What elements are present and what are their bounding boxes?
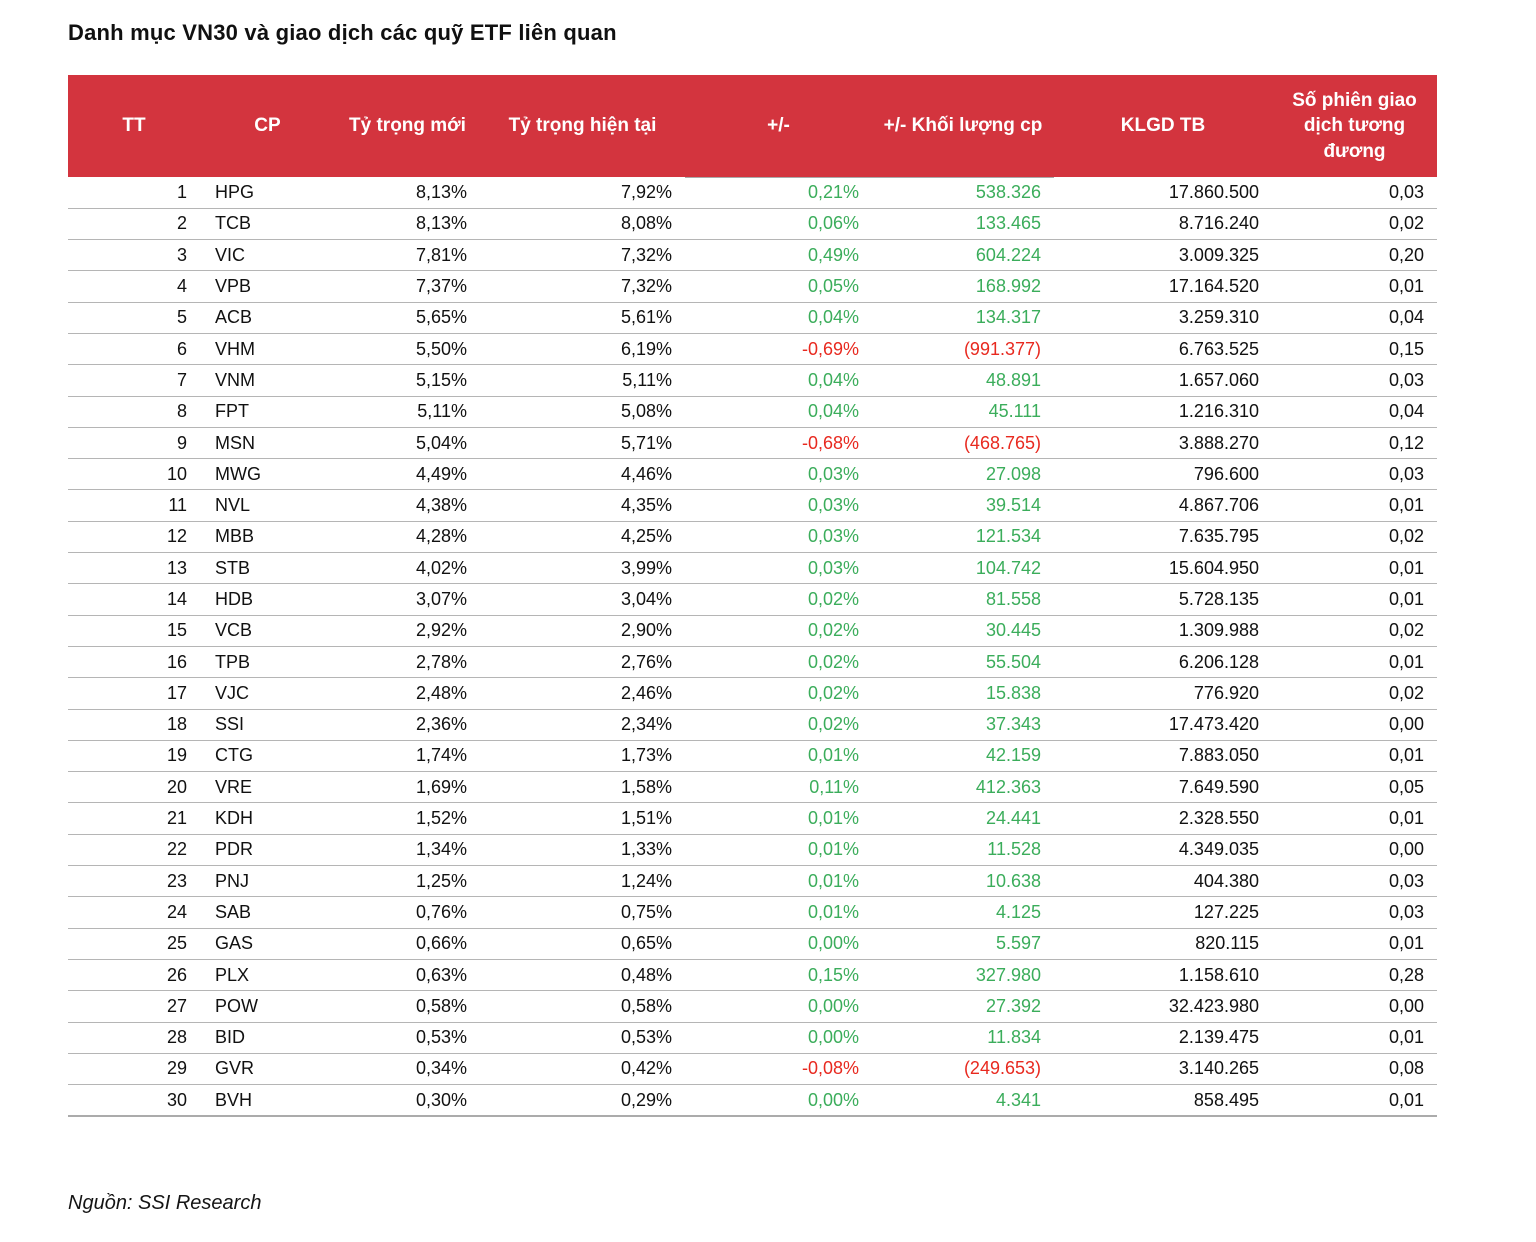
cell-current-weight: 5,71%: [480, 427, 685, 458]
table-row: [68, 803, 1437, 834]
cell-tt: 8: [68, 396, 200, 427]
cell-change: 0,01%: [685, 803, 872, 834]
cell-current-weight: 1,33%: [480, 834, 685, 865]
cell-new-weight: 4,49%: [335, 459, 480, 490]
cell-tt: 20: [68, 772, 200, 803]
cell-klgd-tb: 1.657.060: [1054, 365, 1272, 396]
cell-current-weight: 2,34%: [480, 709, 685, 740]
cell-tt: 30: [68, 1085, 200, 1116]
cell-cp: TCB: [200, 208, 335, 239]
cell-cp: MWG: [200, 459, 335, 490]
cell-new-weight: 4,02%: [335, 553, 480, 584]
table-row: [68, 772, 1437, 803]
cell-klgd-tb: 1.158.610: [1054, 959, 1272, 990]
cell-klgd-tb: 1.309.988: [1054, 615, 1272, 646]
cell-new-weight: 0,76%: [335, 897, 480, 928]
cell-volume-change: 55.504: [872, 646, 1054, 677]
cell-cp: CTG: [200, 740, 335, 771]
cell-volume-change: 37.343: [872, 709, 1054, 740]
table-row: [68, 615, 1437, 646]
cell-sessions: 0,01: [1272, 803, 1437, 834]
cell-cp: GVR: [200, 1053, 335, 1084]
cell-volume-change: (249.653): [872, 1053, 1054, 1084]
cell-tt: 17: [68, 678, 200, 709]
table-row: [68, 959, 1437, 990]
cell-cp: VCB: [200, 615, 335, 646]
cell-volume-change: 5.597: [872, 928, 1054, 959]
cell-cp: VJC: [200, 678, 335, 709]
col-header-change: +/-: [685, 75, 872, 177]
cell-tt: 27: [68, 991, 200, 1022]
cell-sessions: 0,02: [1272, 678, 1437, 709]
table-body: [68, 177, 1437, 1116]
table-row: [68, 584, 1437, 615]
cell-current-weight: 5,08%: [480, 396, 685, 427]
cell-klgd-tb: 2.328.550: [1054, 803, 1272, 834]
cell-volume-change: 133.465: [872, 208, 1054, 239]
cell-tt: 18: [68, 709, 200, 740]
cell-cp: SSI: [200, 709, 335, 740]
cell-cp: VRE: [200, 772, 335, 803]
cell-tt: 5: [68, 302, 200, 333]
cell-volume-change: 81.558: [872, 584, 1054, 615]
cell-new-weight: 5,65%: [335, 302, 480, 333]
cell-change: 0,04%: [685, 365, 872, 396]
cell-tt: 3: [68, 240, 200, 271]
cell-cp: VPB: [200, 271, 335, 302]
cell-current-weight: 1,58%: [480, 772, 685, 803]
table-row: [68, 271, 1437, 302]
cell-cp: POW: [200, 991, 335, 1022]
table-row: [68, 866, 1437, 897]
col-header-tt: TT: [68, 75, 200, 177]
cell-new-weight: 2,48%: [335, 678, 480, 709]
table-row: [68, 740, 1437, 771]
cell-klgd-tb: 2.139.475: [1054, 1022, 1272, 1053]
col-header-cp: CP: [200, 75, 335, 177]
table-row: [68, 991, 1437, 1022]
cell-volume-change: 15.838: [872, 678, 1054, 709]
cell-cp: SAB: [200, 897, 335, 928]
cell-change: 0,11%: [685, 772, 872, 803]
page-title: Danh mục VN30 và giao dịch các quỹ ETF liên quan: [68, 20, 617, 45]
cell-change: 0,03%: [685, 521, 872, 552]
cell-sessions: 0,01: [1272, 584, 1437, 615]
cell-cp: HPG: [200, 177, 335, 208]
cell-new-weight: 5,11%: [335, 396, 480, 427]
cell-tt: 23: [68, 866, 200, 897]
cell-new-weight: 5,15%: [335, 365, 480, 396]
cell-tt: 9: [68, 427, 200, 458]
cell-klgd-tb: 5.728.135: [1054, 584, 1272, 615]
cell-cp: KDH: [200, 803, 335, 834]
cell-change: 0,02%: [685, 584, 872, 615]
cell-sessions: 0,04: [1272, 396, 1437, 427]
cell-current-weight: 3,99%: [480, 553, 685, 584]
cell-change: 0,04%: [685, 302, 872, 333]
col-header-current-weight: Tỷ trọng hiện tại: [480, 75, 685, 177]
cell-cp: PNJ: [200, 866, 335, 897]
cell-change: 0,00%: [685, 1022, 872, 1053]
cell-klgd-tb: 404.380: [1054, 866, 1272, 897]
cell-tt: 29: [68, 1053, 200, 1084]
cell-cp: MSN: [200, 427, 335, 458]
cell-tt: 21: [68, 803, 200, 834]
cell-new-weight: 2,78%: [335, 646, 480, 677]
source-note: Nguồn: SSI Research: [68, 1192, 262, 1214]
cell-volume-change: (468.765): [872, 427, 1054, 458]
table-row: [68, 1085, 1437, 1116]
table-row: [68, 1053, 1437, 1084]
cell-volume-change: 104.742: [872, 553, 1054, 584]
cell-sessions: 0,01: [1272, 740, 1437, 771]
cell-sessions: 0,12: [1272, 427, 1437, 458]
cell-sessions: 0,03: [1272, 177, 1437, 208]
cell-new-weight: 0,66%: [335, 928, 480, 959]
cell-klgd-tb: 820.115: [1054, 928, 1272, 959]
cell-new-weight: 1,25%: [335, 866, 480, 897]
cell-volume-change: 4.341: [872, 1085, 1054, 1116]
cell-tt: 1: [68, 177, 200, 208]
cell-tt: 26: [68, 959, 200, 990]
cell-volume-change: 134.317: [872, 302, 1054, 333]
table-row: [68, 333, 1437, 364]
cell-current-weight: 2,76%: [480, 646, 685, 677]
cell-klgd-tb: 3.009.325: [1054, 240, 1272, 271]
table-row: [68, 553, 1437, 584]
cell-change: 0,15%: [685, 959, 872, 990]
cell-tt: 7: [68, 365, 200, 396]
cell-volume-change: (991.377): [872, 333, 1054, 364]
cell-sessions: 0,03: [1272, 897, 1437, 928]
cell-new-weight: 7,81%: [335, 240, 480, 271]
cell-new-weight: 5,04%: [335, 427, 480, 458]
cell-new-weight: 4,38%: [335, 490, 480, 521]
cell-sessions: 0,03: [1272, 866, 1437, 897]
cell-current-weight: 1,73%: [480, 740, 685, 771]
cell-klgd-tb: 3.140.265: [1054, 1053, 1272, 1084]
cell-current-weight: 7,92%: [480, 177, 685, 208]
cell-current-weight: 0,65%: [480, 928, 685, 959]
cell-current-weight: 1,24%: [480, 866, 685, 897]
cell-current-weight: 0,48%: [480, 959, 685, 990]
cell-cp: ACB: [200, 302, 335, 333]
cell-new-weight: 3,07%: [335, 584, 480, 615]
table-row: [68, 427, 1437, 458]
cell-cp: TPB: [200, 646, 335, 677]
cell-volume-change: 48.891: [872, 365, 1054, 396]
cell-sessions: 0,02: [1272, 615, 1437, 646]
cell-tt: 25: [68, 928, 200, 959]
cell-volume-change: 27.392: [872, 991, 1054, 1022]
cell-sessions: 0,01: [1272, 553, 1437, 584]
cell-current-weight: 0,42%: [480, 1053, 685, 1084]
table-row: [68, 646, 1437, 677]
cell-new-weight: 1,52%: [335, 803, 480, 834]
cell-current-weight: 0,75%: [480, 897, 685, 928]
cell-change: 0,00%: [685, 1085, 872, 1116]
cell-new-weight: 1,34%: [335, 834, 480, 865]
cell-current-weight: 3,04%: [480, 584, 685, 615]
cell-sessions: 0,03: [1272, 459, 1437, 490]
cell-cp: HDB: [200, 584, 335, 615]
cell-volume-change: 538.326: [872, 177, 1054, 208]
cell-sessions: 0,01: [1272, 1022, 1437, 1053]
cell-change: 0,02%: [685, 646, 872, 677]
cell-tt: 11: [68, 490, 200, 521]
cell-change: 0,03%: [685, 490, 872, 521]
cell-change: -0,69%: [685, 333, 872, 364]
cell-change: 0,49%: [685, 240, 872, 271]
cell-cp: FPT: [200, 396, 335, 427]
cell-klgd-tb: 7.649.590: [1054, 772, 1272, 803]
cell-change: 0,00%: [685, 928, 872, 959]
cell-klgd-tb: 7.635.795: [1054, 521, 1272, 552]
cell-klgd-tb: 7.883.050: [1054, 740, 1272, 771]
cell-volume-change: 327.980: [872, 959, 1054, 990]
cell-cp: PDR: [200, 834, 335, 865]
table-row: [68, 396, 1437, 427]
cell-sessions: 0,20: [1272, 240, 1437, 271]
cell-cp: GAS: [200, 928, 335, 959]
cell-change: 0,01%: [685, 866, 872, 897]
cell-sessions: 0,01: [1272, 646, 1437, 677]
header-row: [68, 75, 1437, 177]
cell-sessions: 0,01: [1272, 490, 1437, 521]
cell-klgd-tb: 4.867.706: [1054, 490, 1272, 521]
cell-current-weight: 6,19%: [480, 333, 685, 364]
col-header-new-weight: Tỷ trọng mới: [335, 75, 480, 177]
cell-sessions: 0,01: [1272, 271, 1437, 302]
cell-new-weight: 2,36%: [335, 709, 480, 740]
table-row: [68, 459, 1437, 490]
cell-sessions: 0,00: [1272, 834, 1437, 865]
cell-tt: 10: [68, 459, 200, 490]
cell-cp: VIC: [200, 240, 335, 271]
cell-klgd-tb: 3.259.310: [1054, 302, 1272, 333]
cell-klgd-tb: 1.216.310: [1054, 396, 1272, 427]
cell-current-weight: 0,58%: [480, 991, 685, 1022]
cell-cp: STB: [200, 553, 335, 584]
cell-klgd-tb: 6.206.128: [1054, 646, 1272, 677]
cell-sessions: 0,02: [1272, 208, 1437, 239]
table-row: [68, 897, 1437, 928]
cell-tt: 12: [68, 521, 200, 552]
cell-new-weight: 8,13%: [335, 208, 480, 239]
cell-change: -0,68%: [685, 427, 872, 458]
cell-sessions: 0,15: [1272, 333, 1437, 364]
table-row: [68, 521, 1437, 552]
cell-change: 0,01%: [685, 834, 872, 865]
cell-volume-change: 11.528: [872, 834, 1054, 865]
cell-volume-change: 604.224: [872, 240, 1054, 271]
table-row: [68, 302, 1437, 333]
cell-cp: VNM: [200, 365, 335, 396]
cell-klgd-tb: 15.604.950: [1054, 553, 1272, 584]
cell-current-weight: 2,46%: [480, 678, 685, 709]
cell-current-weight: 7,32%: [480, 240, 685, 271]
cell-current-weight: 5,11%: [480, 365, 685, 396]
cell-volume-change: 39.514: [872, 490, 1054, 521]
cell-tt: 15: [68, 615, 200, 646]
cell-tt: 14: [68, 584, 200, 615]
cell-volume-change: 4.125: [872, 897, 1054, 928]
cell-tt: 13: [68, 553, 200, 584]
table-header: [68, 75, 1437, 177]
cell-sessions: 0,00: [1272, 709, 1437, 740]
vn30-etf-table: [68, 75, 1437, 1117]
cell-tt: 22: [68, 834, 200, 865]
table-row: [68, 928, 1437, 959]
cell-cp: BID: [200, 1022, 335, 1053]
cell-current-weight: 0,53%: [480, 1022, 685, 1053]
cell-current-weight: 4,46%: [480, 459, 685, 490]
cell-tt: 24: [68, 897, 200, 928]
cell-volume-change: 121.534: [872, 521, 1054, 552]
cell-change: 0,01%: [685, 897, 872, 928]
table-row: [68, 678, 1437, 709]
cell-change: 0,02%: [685, 615, 872, 646]
cell-new-weight: 0,53%: [335, 1022, 480, 1053]
cell-tt: 6: [68, 333, 200, 364]
table-row: [68, 177, 1437, 208]
cell-new-weight: 2,92%: [335, 615, 480, 646]
cell-klgd-tb: 858.495: [1054, 1085, 1272, 1116]
cell-tt: 16: [68, 646, 200, 677]
cell-change: 0,06%: [685, 208, 872, 239]
cell-klgd-tb: 776.920: [1054, 678, 1272, 709]
cell-cp: NVL: [200, 490, 335, 521]
cell-tt: 19: [68, 740, 200, 771]
cell-volume-change: 412.363: [872, 772, 1054, 803]
cell-klgd-tb: 17.164.520: [1054, 271, 1272, 302]
cell-klgd-tb: 127.225: [1054, 897, 1272, 928]
cell-klgd-tb: 8.716.240: [1054, 208, 1272, 239]
cell-new-weight: 0,34%: [335, 1053, 480, 1084]
cell-new-weight: 0,30%: [335, 1085, 480, 1116]
cell-cp: PLX: [200, 959, 335, 990]
cell-change: 0,01%: [685, 740, 872, 771]
cell-klgd-tb: 796.600: [1054, 459, 1272, 490]
cell-current-weight: 8,08%: [480, 208, 685, 239]
cell-change: 0,03%: [685, 459, 872, 490]
cell-cp: BVH: [200, 1085, 335, 1116]
table-row: [68, 240, 1437, 271]
cell-cp: MBB: [200, 521, 335, 552]
cell-current-weight: 0,29%: [480, 1085, 685, 1116]
cell-volume-change: 45.111: [872, 396, 1054, 427]
cell-sessions: 0,08: [1272, 1053, 1437, 1084]
table-row: [68, 834, 1437, 865]
cell-new-weight: 0,58%: [335, 991, 480, 1022]
cell-change: 0,04%: [685, 396, 872, 427]
cell-change: 0,21%: [685, 177, 872, 208]
cell-current-weight: 7,32%: [480, 271, 685, 302]
cell-volume-change: 30.445: [872, 615, 1054, 646]
cell-sessions: 0,03: [1272, 365, 1437, 396]
col-header-sessions: Số phiên giao dịch tương đương: [1272, 75, 1437, 177]
cell-new-weight: 7,37%: [335, 271, 480, 302]
cell-klgd-tb: 32.423.980: [1054, 991, 1272, 1022]
cell-cp: VHM: [200, 333, 335, 364]
cell-new-weight: 1,74%: [335, 740, 480, 771]
cell-klgd-tb: 4.349.035: [1054, 834, 1272, 865]
cell-volume-change: 10.638: [872, 866, 1054, 897]
cell-change: -0,08%: [685, 1053, 872, 1084]
cell-new-weight: 5,50%: [335, 333, 480, 364]
table-row: [68, 365, 1437, 396]
cell-sessions: 0,04: [1272, 302, 1437, 333]
cell-volume-change: 24.441: [872, 803, 1054, 834]
cell-change: 0,02%: [685, 709, 872, 740]
cell-sessions: 0,01: [1272, 1085, 1437, 1116]
cell-current-weight: 4,25%: [480, 521, 685, 552]
cell-tt: 4: [68, 271, 200, 302]
cell-klgd-tb: 17.860.500: [1054, 177, 1272, 208]
cell-volume-change: 42.159: [872, 740, 1054, 771]
cell-current-weight: 5,61%: [480, 302, 685, 333]
cell-change: 0,03%: [685, 553, 872, 584]
cell-volume-change: 168.992: [872, 271, 1054, 302]
col-header-volume-change: +/- Khối lượng cp: [872, 75, 1054, 177]
cell-current-weight: 4,35%: [480, 490, 685, 521]
cell-new-weight: 8,13%: [335, 177, 480, 208]
cell-sessions: 0,02: [1272, 521, 1437, 552]
cell-current-weight: 2,90%: [480, 615, 685, 646]
cell-sessions: 0,00: [1272, 991, 1437, 1022]
cell-sessions: 0,05: [1272, 772, 1437, 803]
cell-new-weight: 1,69%: [335, 772, 480, 803]
cell-new-weight: 4,28%: [335, 521, 480, 552]
cell-klgd-tb: 6.763.525: [1054, 333, 1272, 364]
cell-change: 0,02%: [685, 678, 872, 709]
cell-change: 0,05%: [685, 271, 872, 302]
cell-klgd-tb: 3.888.270: [1054, 427, 1272, 458]
cell-klgd-tb: 17.473.420: [1054, 709, 1272, 740]
cell-volume-change: 27.098: [872, 459, 1054, 490]
table-row: [68, 1022, 1437, 1053]
table-row: [68, 709, 1437, 740]
cell-new-weight: 0,63%: [335, 959, 480, 990]
cell-sessions: 0,28: [1272, 959, 1437, 990]
cell-volume-change: 11.834: [872, 1022, 1054, 1053]
cell-current-weight: 1,51%: [480, 803, 685, 834]
table-row: [68, 490, 1437, 521]
cell-tt: 2: [68, 208, 200, 239]
table-row: [68, 208, 1437, 239]
cell-change: 0,00%: [685, 991, 872, 1022]
col-header-klgd-tb: KLGD TB: [1054, 75, 1272, 177]
cell-tt: 28: [68, 1022, 200, 1053]
cell-sessions: 0,01: [1272, 928, 1437, 959]
